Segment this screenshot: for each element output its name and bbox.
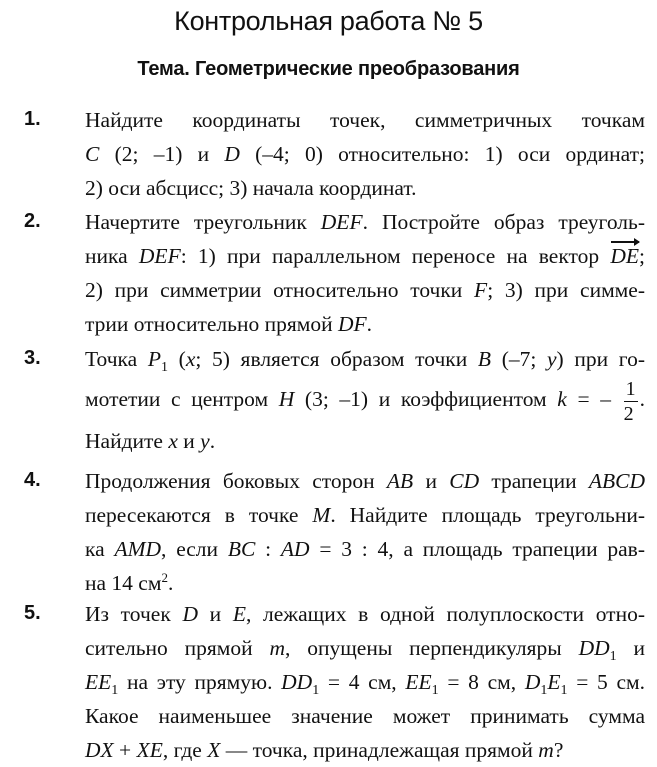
vector-de: DE [610,239,639,273]
page-title: Контрольная работа № 5 [174,6,483,36]
text-line: $EE_1$ на эту прямую. $DD_1 = 4$ см, $EE_1 = 8$ см, $D_1E_1 = 5$ см. [85,670,646,698]
fraction-one-half: $\frac{1}{2}$ [623,377,636,425]
problem-number: 1. [24,108,41,130]
topic-heading: Тема. Геометрические преобразования [137,58,520,80]
problem-text [85,342,645,458]
text-line: 2) при симметрии относительно точки F; 3) при симме- [85,278,645,302]
text-line: Точка $P_1$ (x; 5) является образом точки B (–7; y) при го- [85,347,645,375]
problem-text [85,597,645,767]
text-line: сительно прямой m, опущены перпендикуляры $DD_1$ и [85,636,645,664]
text-line: C (2; –1) и D (–4; 0) относительно: 1) оси ординат; [85,142,645,166]
text-line: Начертите треугольник DEF. Постройте образ треуголь- [85,210,645,234]
problem-text [85,464,645,600]
problem-text [85,205,645,341]
text-line: Найдите координаты точек, симметричных точкам [85,108,645,132]
text-line: Продолжения боковых сторон AB и CD трапеции ABCD [85,469,646,493]
text-line: ника DEF: 1) при параллельном переносе на вектор DE; [85,239,645,273]
text-line: пересекаются в точке M. Найдите площадь треугольни- [85,503,645,527]
text-line: Какое наименьшее значение может принимать сумма [85,704,645,728]
text-line: Из точек D и E, лежащих в одной полуплоскости отно- [85,602,645,626]
text-line: ка AMD, если BC : AD = 3 : 4, а площадь трапеции рав- [85,537,645,561]
problem-number: 4. [24,469,41,491]
text-line: трии относительно прямой DF. [85,312,373,336]
problem-number: 5. [24,602,41,624]
problem-number: 2. [24,210,41,232]
text-line: на 14 $см^2$. [85,570,174,595]
problem-number: 3. [24,347,41,369]
text-line: 2) оси абсцисс; 3) начала координат. [85,176,417,200]
text-line: мотетии с центром H (3; –1) и коэффициентом k = – $\frac{1}{2}$ . [85,377,645,425]
text-line: Найдите x и y. [85,428,216,453]
problem-text [85,103,645,205]
text-line: DX + XE, где X — точка, принадлежащая прямой m? [85,738,564,762]
